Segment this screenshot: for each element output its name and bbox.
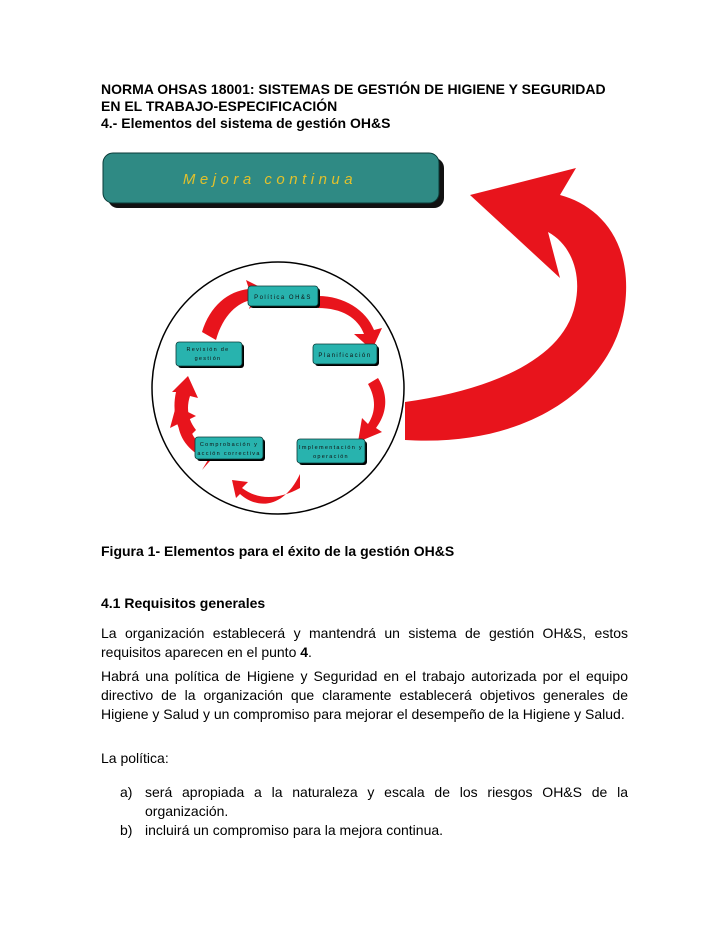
heading-line-3: 4.- Elementos del sistema de gestión OH&S [101, 115, 391, 131]
paragraph-1-end: . [308, 644, 312, 660]
box-revision-label-2: gestión [194, 356, 222, 362]
box-comprobacion [195, 437, 265, 461]
box-comprobacion-label-1: Comprobación y [199, 442, 259, 448]
box-politica-label: Política OH&S [254, 295, 312, 301]
list-marker: b) [120, 822, 133, 838]
heading-line-1: NORMA OHSAS 18001: SISTEMAS DE GESTIÓN DE HIGIENE Y SEGURIDAD [101, 81, 606, 97]
list-item [120, 783, 628, 821]
figure-caption: Figura 1- Elementos para el éxito de la gestión OH&S [101, 543, 455, 559]
box-revision-label-1: Revisión de [186, 347, 230, 353]
heading-line-2: EN EL TRABAJO-ESPECIFICACIÓN [101, 98, 338, 114]
list-item-text: será apropiada a la naturaleza y escala de los riesgos OH&S de la organización. [145, 784, 628, 819]
box-revision [176, 342, 244, 368]
big-return-arrow [405, 168, 626, 441]
paragraph-1-text: La organización establecerá y mantendrá un sistema de gestión OH&S, estos requisitos aparecen en el punto [101, 625, 628, 660]
list-item-text: incluirá un compromiso para la mejora continua. [145, 822, 444, 838]
box-implementacion [297, 439, 367, 465]
policy-list [120, 783, 628, 840]
paragraph-1 [101, 624, 628, 662]
paragraph-3: La política: [101, 750, 169, 766]
box-planificacion-label: Planificación [318, 353, 372, 359]
box-implementacion-label-2: operación [313, 454, 349, 460]
list-marker: a) [120, 784, 133, 800]
box-implementacion-label-1: Implementación y [299, 445, 363, 451]
box-comprobacion-label-2: acción correctiva [197, 451, 261, 457]
banner-text: Mejora continua [182, 171, 358, 188]
section-title: 4.1 Requisitos generales [101, 595, 266, 611]
box-planificacion [313, 344, 379, 366]
box-politica [248, 286, 320, 308]
list-item [120, 821, 628, 840]
paragraph-1-bold: 4 [300, 644, 309, 660]
paragraph-2: Habrá una política de Higiene y Seguridad en el trabajo autorizada por el equipo directivo de la organización que claramente establecerá objetivos generales de Higiene y Salud y un compromiso para mejorar el desempeño de la Higiene y Salud. [101, 668, 628, 722]
